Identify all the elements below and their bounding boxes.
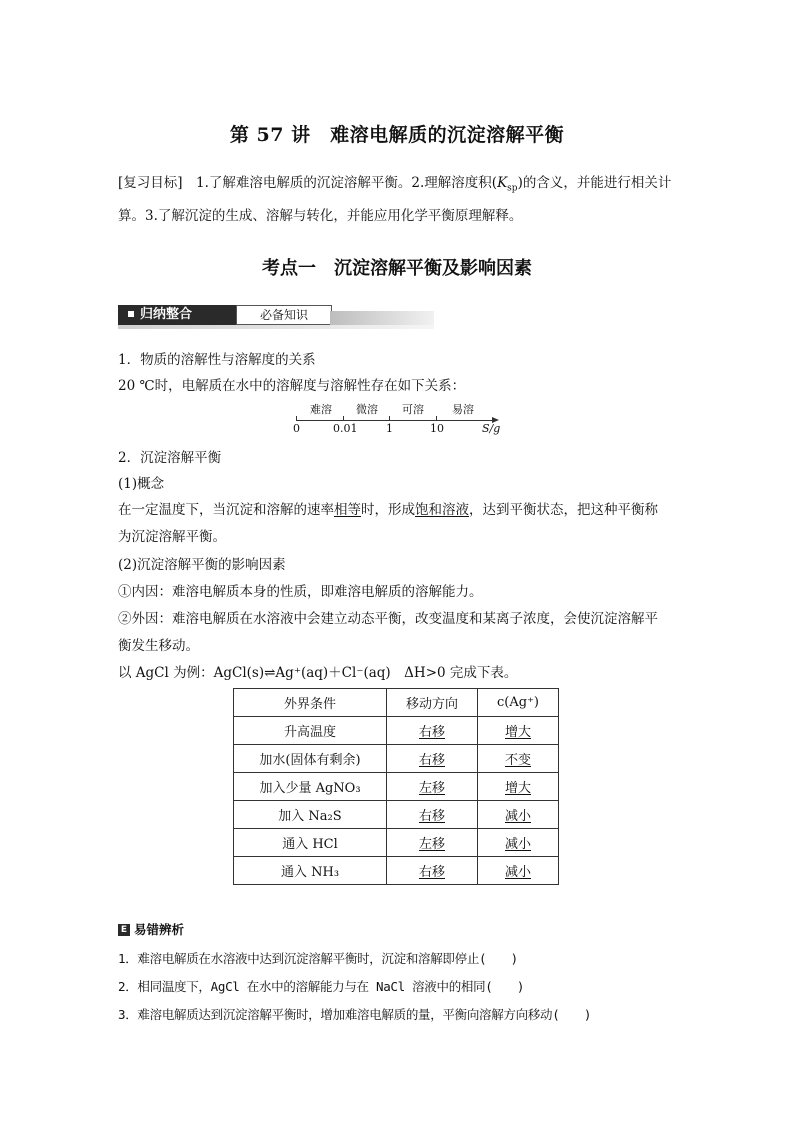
table-cell: 右移 (387, 717, 478, 745)
page-title: 第 57 讲 难溶电解质的沉淀溶解平衡 (229, 124, 565, 146)
scale-label: 可溶 (402, 403, 424, 416)
scale-tick (343, 416, 344, 421)
banner-main-label: 归纳整合 (140, 307, 193, 322)
answer-underline: 饱和溶液 (415, 502, 469, 518)
table-cell: 加入 Na₂S (234, 801, 387, 829)
scale-tick-label: 0 (293, 422, 300, 435)
table-cell: 右移 (387, 745, 478, 773)
objectives-tag: [复习目标] (118, 175, 183, 191)
error-icon: E (118, 924, 130, 936)
text: 时，形成 (361, 502, 415, 518)
table-cell: 升高温度 (234, 717, 387, 745)
table-row (234, 717, 559, 745)
table-row (234, 829, 559, 857)
scale-tick (296, 416, 297, 421)
scale-tick-label: 10 (430, 422, 444, 435)
table-cell: 减小 (478, 829, 559, 857)
text: ，达到平衡状态，把这种平衡称 (469, 502, 658, 518)
review-objectives (118, 170, 680, 230)
s2-para1 (118, 498, 658, 518)
table-row (234, 801, 559, 829)
error-item: 1．难溶电解质在水溶液中达到沉淀溶解平衡时，沉淀和溶解即停止( ) (118, 951, 518, 966)
section-title: 考点一 沉淀溶解平衡及影响因素 (262, 258, 532, 279)
square-icon (128, 311, 134, 317)
objectives-text-1: 1.了解难溶电解质的沉淀溶解平衡。2.理解溶度积( (196, 175, 498, 191)
table-header: 移动方向 (387, 689, 478, 717)
table-cell: 不变 (478, 745, 559, 773)
error-item: 3．难溶电解质达到沉淀溶解平衡时，增加难溶电解质的量，平衡向溶解方向移动( ) (118, 1007, 592, 1022)
s1-text: 20 ℃时，电解质在水中的溶解度与溶解性存在如下关系： (118, 378, 466, 394)
s2-sub2: (2)沉淀溶解平衡的影响因素 (118, 557, 286, 573)
s2-example: 以 AgCl 为例：AgCl(s)⇌Ag⁺(aq)＋Cl⁻(aq) ΔH>0 完成下表。 (118, 665, 518, 681)
table-cell: 右移 (387, 857, 478, 885)
table-cell: 左移 (387, 773, 478, 801)
table-cell: 减小 (478, 857, 559, 885)
table-cell: 增大 (478, 717, 559, 745)
table-cell: 通入 HCl (234, 829, 387, 857)
s2-sub1: (1)概念 (118, 476, 165, 492)
scale-label: 易溶 (452, 403, 474, 416)
error-title: 易错辨析 (134, 922, 185, 937)
s2-outer-factor-cont: 衡发生移动。 (118, 638, 199, 654)
equilibrium-table (233, 688, 559, 885)
table-row (234, 745, 559, 773)
scale-axis-unit: S/g (482, 422, 501, 435)
scale-axis (296, 420, 494, 421)
scale-tick (436, 416, 437, 421)
s2-para1-cont: 为沉淀溶解平衡。 (118, 529, 226, 545)
table-header-row (234, 689, 559, 717)
scale-label: 微溶 (356, 403, 378, 416)
objectives-text-2: )的含义，并能进行相关计算。3.了解沉淀的生成、溶解与转化，并能应用化学平衡原理解释。 (118, 175, 672, 224)
ksp-subscript: sp (507, 183, 518, 194)
scale-tick (389, 416, 390, 421)
scale-tick-label: 1 (386, 422, 393, 435)
table-cell: 减小 (478, 801, 559, 829)
table-cell: 左移 (387, 829, 478, 857)
banner-sub: 必备知识 (236, 305, 332, 325)
table-cell: 右移 (387, 801, 478, 829)
solubility-scale (290, 398, 510, 438)
section-banner (118, 305, 434, 329)
table-cell: 加入少量 AgNO₃ (234, 773, 387, 801)
ksp-symbol: K (497, 175, 508, 191)
table-header: c(Ag⁺) (478, 689, 559, 717)
s2-outer-factor: ②外因：难溶电解质在水溶液中会建立动态平衡，改变温度和某离子浓度，会使沉淀溶解平 (118, 611, 658, 627)
s2-inner-factor: ①内因：难溶电解质本身的性质，即难溶电解质的溶解能力。 (118, 584, 483, 600)
table-cell: 增大 (478, 773, 559, 801)
banner-underline (118, 325, 434, 329)
scale-tick-label: 0.01 (333, 422, 358, 435)
table-cell: 通入 NH₃ (234, 857, 387, 885)
table-row (234, 773, 559, 801)
s1-heading: 1．物质的溶解性与溶解度的关系 (118, 352, 316, 368)
scale-label: 难溶 (310, 403, 332, 416)
error-analysis-heading (118, 920, 208, 936)
error-item: 2．相同温度下，AgCl 在水中的溶解能力与在 NaCl 溶液中的相同( ) (118, 979, 525, 994)
answer-underline: 相等 (334, 502, 361, 518)
table-header: 外界条件 (234, 689, 387, 717)
text: 在一定温度下，当沉淀和溶解的速率 (118, 502, 334, 518)
banner-main (118, 305, 236, 325)
s2-heading: 2．沉淀溶解平衡 (118, 450, 222, 466)
table-cell: 加水(固体有剩余) (234, 745, 387, 773)
banner-gradient-bar (330, 311, 434, 325)
table-row (234, 857, 559, 885)
